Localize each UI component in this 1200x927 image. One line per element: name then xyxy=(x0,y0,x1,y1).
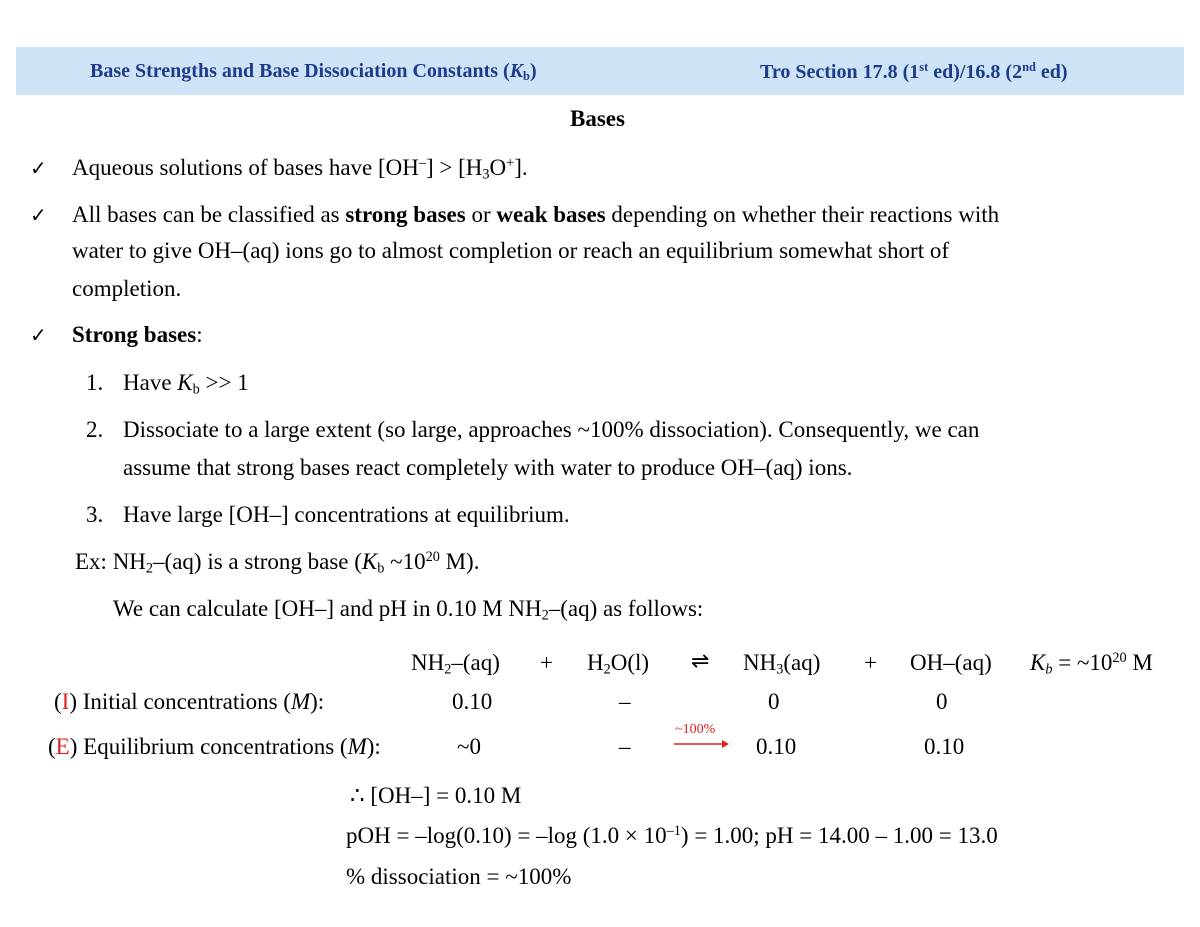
eq-h2o: $H_2O(l)$ xyxy=(587,650,650,678)
list-item-kb: Have $K_b >> 1$ xyxy=(123,370,249,398)
slide-header xyxy=(16,47,1184,95)
ice-initial-oh: 0 xyxy=(936,689,948,714)
eq-oh: OH–(aq) xyxy=(910,650,992,675)
list-number-1: 1. xyxy=(86,370,104,395)
check-icon: ✓ xyxy=(30,203,47,227)
bullet-strong-bases: Strong bases: xyxy=(72,322,203,347)
bullet-classification-line1: All bases can be classified as strong bases or weak bases depending on whether their reactions with xyxy=(72,202,1000,227)
example-calc-intro: We can calculate [OH–] and pH in 0.10 M $NH_2-(aq)$ as follows: xyxy=(113,596,704,624)
header-title: Base Strengths and Base Dissociation Constants $(K_b)$ xyxy=(90,60,537,84)
equilibrium-arrow-icon: ⇌ xyxy=(691,649,710,674)
reaction-arrow-icon xyxy=(672,738,730,750)
check-icon: ✓ xyxy=(30,323,47,347)
ice-equilibrium-nh3: 0.10 xyxy=(756,734,797,759)
ice-initial-h2o: – xyxy=(619,689,631,714)
ice-equilibrium-nh2: ~0 xyxy=(457,734,481,759)
result-oh-concentration: ∴ [OH–] = 0.10 M xyxy=(350,783,522,808)
result-poh-ph: pOH = –log(0.10) = –log $(1.0 \times 10^{-1}) = 1.00$; pH = 14.00 – 1.00 = 13.0 xyxy=(346,823,998,848)
eq-kb: $K_b$ = $\sim 10^{20}$ M xyxy=(1030,650,1153,678)
arrow-label-100pct: ~100% xyxy=(675,722,716,737)
eq-plus-2: + xyxy=(864,650,877,675)
ice-equilibrium-h2o: – xyxy=(619,734,631,759)
eq-nh2: $NH_2-(aq)$ xyxy=(411,650,500,678)
eq-nh3: $NH_3(aq)$ xyxy=(743,650,821,678)
ice-equilibrium-label: (E) Equilibrium concentrations (M): xyxy=(48,734,381,759)
bullet-aqueous-solutions: Aqueous solutions of bases have $[OH^-] > [H_3O^+]$. xyxy=(72,155,528,183)
ice-initial-nh3: 0 xyxy=(768,689,780,714)
list-number-3: 3. xyxy=(86,502,104,527)
bullet-classification-line3: completion. xyxy=(72,276,182,301)
ice-equilibrium-oh: 0.10 xyxy=(924,734,965,759)
bullet-classification-line2: water to give OH–(aq) ions go to almost completion or reach an equilibrium somewhat short of xyxy=(72,238,949,263)
example-statement: Ex: $NH_2-(aq)$ is a strong base ($K_b$ $\sim 10^{20}$ M). xyxy=(75,549,480,577)
list-item-concentration: Have large [OH–] concentrations at equilibrium. xyxy=(123,502,570,527)
ice-initial-label: (I) Initial concentrations (M): xyxy=(54,689,325,714)
eq-plus-1: + xyxy=(540,650,553,675)
check-icon: ✓ xyxy=(30,156,47,180)
list-item-dissociate-line2: assume that strong bases react completely with water to produce OH–(aq) ions. xyxy=(123,455,853,480)
list-number-2: 2. xyxy=(86,417,104,442)
section-title: Bases xyxy=(570,106,625,131)
result-percent-dissociation: % dissociation = ~100% xyxy=(346,864,572,889)
list-item-dissociate-line1: Dissociate to a large extent (so large, approaches ~100% dissociation). Consequently, we can xyxy=(123,417,980,442)
ice-initial-nh2: 0.10 xyxy=(452,689,493,714)
header-reference: Tro Section 17.8 (1st ed)/16.8 (2nd ed) xyxy=(760,60,1068,83)
